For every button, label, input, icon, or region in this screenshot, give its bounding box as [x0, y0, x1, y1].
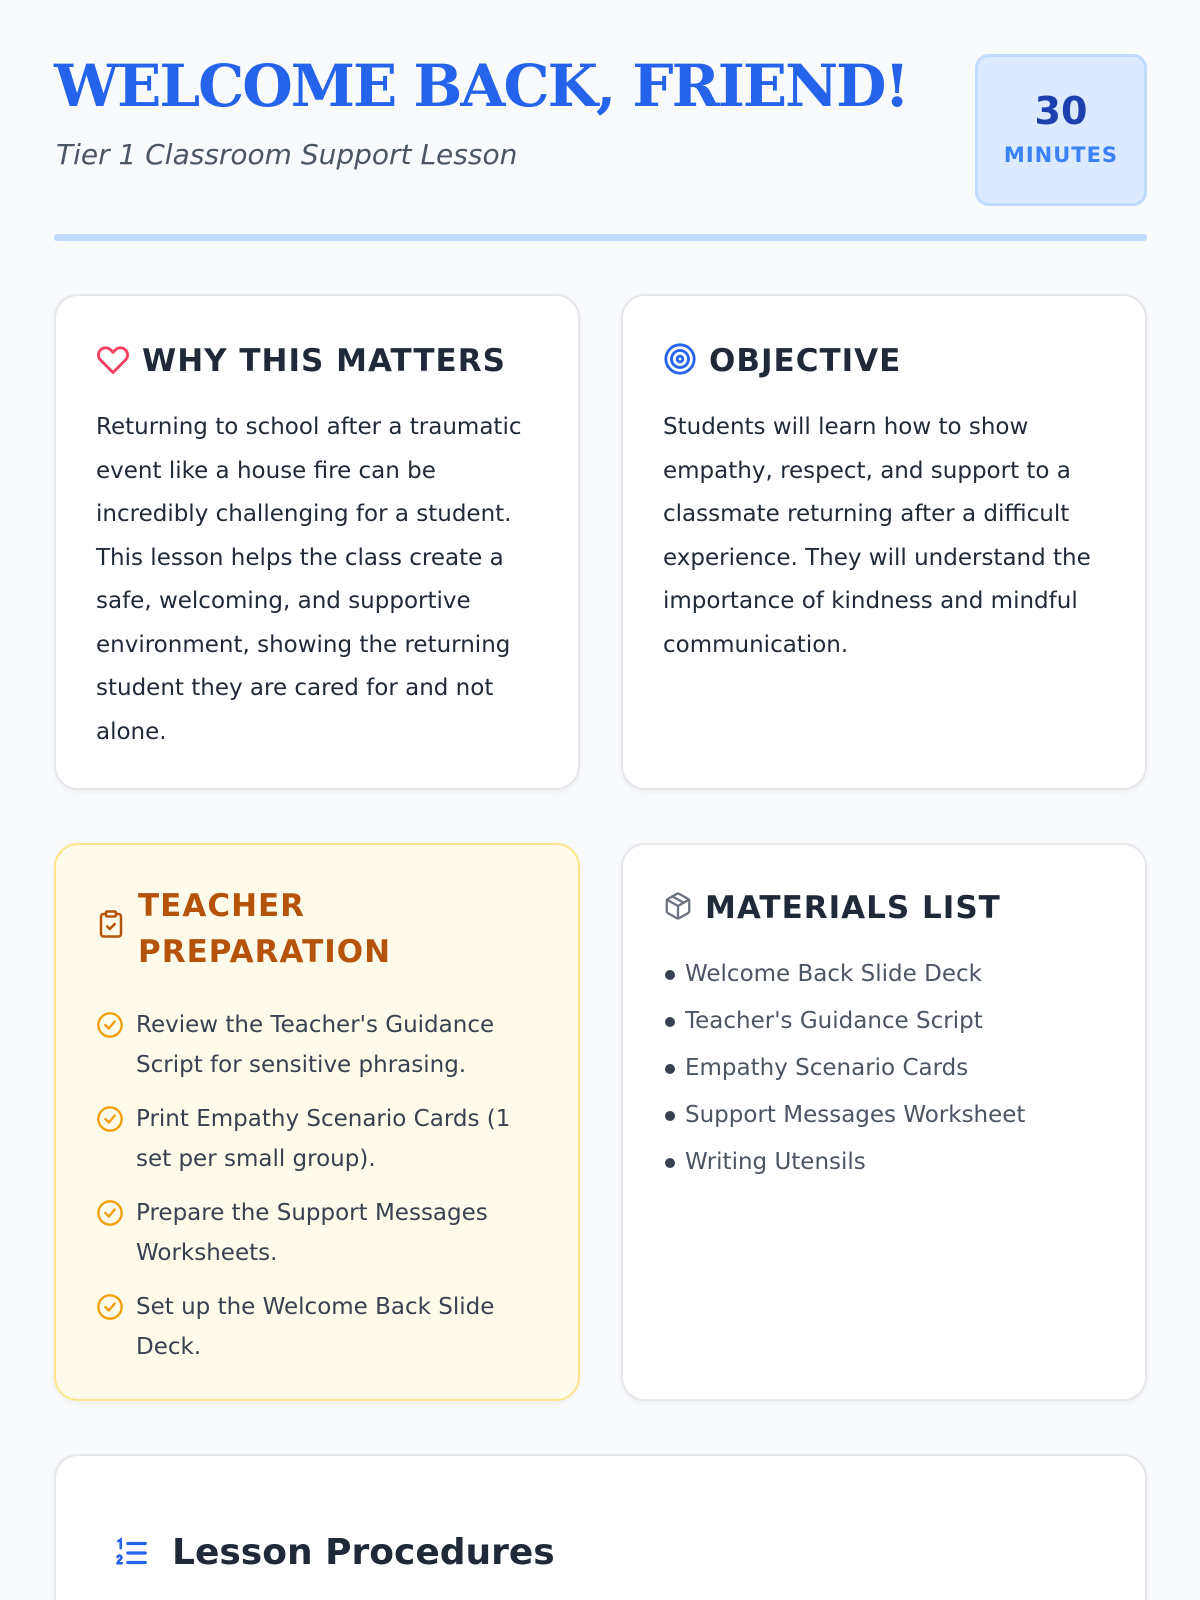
bullet: [665, 1017, 675, 1027]
bullet: [665, 970, 675, 980]
list-item: [96, 1099, 548, 1179]
prep-title: TEACHER PREPARATION: [138, 888, 392, 970]
page-title: WELCOME BACK, FRIEND!: [54, 52, 908, 120]
heart-icon: [96, 342, 130, 376]
objective-title: OBJECTIVE: [709, 343, 902, 379]
procedures-card: [54, 1454, 1147, 1600]
why-card: [54, 294, 580, 790]
duration-badge: [975, 54, 1147, 206]
box-icon: [663, 891, 693, 921]
target-icon: [663, 342, 697, 376]
material-item-text: Empathy Scenario Cards: [685, 1055, 969, 1081]
objective-body: Students will learn how to show empathy, respect, and support to a classmate returning after a difficult experience. They will understand the importance of kindness and mindful communication.: [663, 414, 1091, 658]
material-item-text: Support Messages Worksheet: [685, 1102, 1026, 1128]
why-header: [96, 338, 506, 384]
material-item-text: Welcome Back Slide Deck: [685, 961, 982, 987]
duration-value: 30: [1034, 89, 1088, 133]
prep-item-text: Review the Teacher's Guidance Script for sensitive phrasing.: [136, 1012, 495, 1078]
list-item: [96, 1287, 548, 1367]
objective-header: [663, 338, 901, 384]
header-divider: [54, 234, 1147, 241]
clipboard-check-icon: [96, 907, 126, 941]
list-item: [663, 951, 1115, 998]
check-circle-icon: [96, 1199, 124, 1227]
materials-card: [621, 843, 1147, 1401]
list-item: [663, 1139, 1115, 1186]
prep-item-text: Prepare the Support Messages Worksheets.: [136, 1200, 488, 1266]
header: [54, 0, 1147, 240]
duration-unit: MINUTES: [1003, 143, 1119, 167]
list-item: [663, 1092, 1115, 1139]
prep-item-text: Print Empathy Scenario Cards (1 set per small group).: [136, 1106, 511, 1172]
list-item: [96, 1005, 548, 1085]
check-circle-icon: [96, 1011, 124, 1039]
material-item-text: Teacher's Guidance Script: [685, 1008, 983, 1034]
list-item: [663, 1045, 1115, 1092]
procedures-title: Lesson Procedures: [172, 1532, 555, 1573]
lesson-page: [54, 0, 1147, 1573]
materials-title: MATERIALS LIST: [705, 890, 1001, 926]
materials-list: [663, 951, 1115, 1186]
check-circle-icon: [96, 1105, 124, 1133]
objective-card: [621, 294, 1147, 790]
material-item-text: Writing Utensils: [685, 1149, 866, 1175]
why-body: Returning to school after a traumatic event like a house fire can be incredibly challenging for a student. This lesson helps the class create a safe, welcoming, and supportive environment, showing the returning student they are cared for and not alone.: [96, 414, 522, 745]
bullet: [665, 1064, 675, 1074]
prep-header: [96, 883, 438, 975]
ordered-list-icon: [112, 1534, 150, 1572]
materials-header: [663, 885, 1001, 931]
bullet: [665, 1158, 675, 1168]
bullet: [665, 1111, 675, 1121]
page-subtitle: Tier 1 Classroom Support Lesson: [56, 138, 518, 171]
procedures-header: [112, 1532, 555, 1573]
prep-item-text: Set up the Welcome Back Slide Deck.: [136, 1294, 495, 1360]
why-title: WHY THIS MATTERS: [142, 343, 506, 379]
prep-card: [54, 843, 580, 1401]
check-circle-icon: [96, 1293, 124, 1321]
list-item: [663, 998, 1115, 1045]
list-item: [96, 1193, 548, 1273]
prep-checklist: [96, 1005, 548, 1381]
